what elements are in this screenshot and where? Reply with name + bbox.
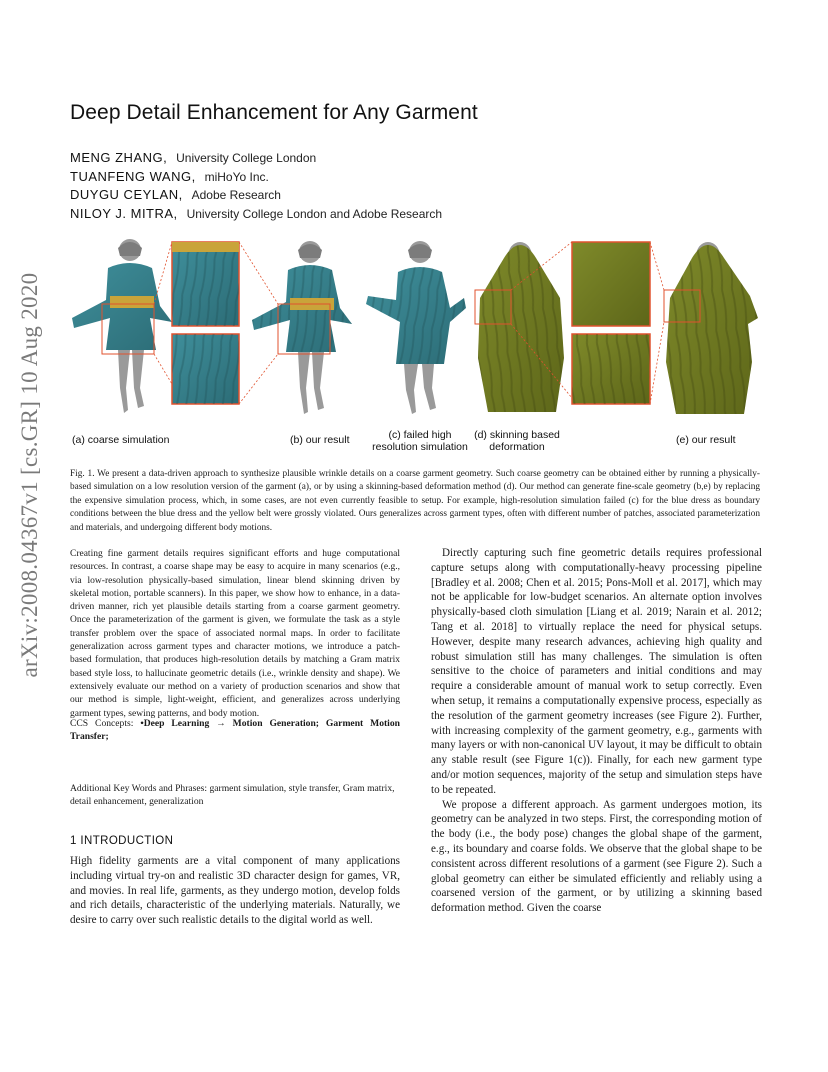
label-a: (a) coarse simulation: [72, 434, 170, 446]
arxiv-stamp-text: arXiv:2008.04367v1 [cs.GR] 10 Aug 2020: [17, 272, 42, 678]
zoom-top-coarse: [172, 242, 239, 326]
figure-a-coarse-simulation: [72, 239, 172, 413]
label-c: [370, 429, 470, 453]
author-name: MENG ZHANG,: [70, 150, 168, 165]
arxiv-stamp: [13, 272, 47, 678]
author-name: DUYGU CEYLAN,: [70, 187, 183, 203]
figure-caption: Fig. 1. We present a data-driven approach to synthesize plausible wrinkle details on a coarse garment geometry. Such coarse geometry can be obtained either by running a physically-based simulation on a low resolution version of the garment (a), or by using a skinning-based deformation method (d). Our method can generate fine-scale geometry (b,e) by replacing the expensive simulation process, which, in some cases, are not even currently feasible to setup. For example, high-resolution simulation failed (c) for the blue dress as boundary conditions between the blue dress and the yellow belt were grossly violated. Ours generalizes across garment types, often with different number of patches, associated parameterization and materials, and undergoing different body motions.: [70, 469, 760, 533]
section-heading: 1 INTRODUCTION: [70, 835, 174, 847]
figure-b-our-result: [252, 241, 352, 414]
author-2: [70, 168, 442, 187]
author-affiliation: miHoYo Inc.: [204, 169, 269, 184]
right-paragraph-1: Directly capturing such fine geometric details requires professional capture setups along with computationally-heavy processing pipeline [Bradley et al. 2008; Chen et al. 2015; Pons-Moll et al. 2017], which may not be applicable for low-budget scenarios. An alternate option involves physically-based cloth simulation [Liang et al. 2019; Narain et al. 2012; Tang et al. 2018] to virtually replace the need for physical setups. However, despite many research advances, achieving high quality and robust simulation still has many challenges. The simulation is often sensitive to the choice of parameters and initial conditions and may require a considerable amount of manual work to setup correctly. Even when setup, it remains a computationally expensive process, especially as the resolution of the garment geometry increases (see Figure 2). Further, with increasing complexity of the garment geometry, e.g., garments with many layers or with non-canonical UV layout, it may be difficult to obtain any stable result (see Figure 1(c)). Finally, for each new garment type and/or motion sequences, majority of the setup and simulation steps have to be repeated.: [431, 547, 762, 796]
author-name: TUANFENG WANG,: [70, 168, 196, 184]
label-e: (e) our result: [676, 434, 736, 446]
label-b: (b) our result: [290, 434, 350, 446]
ccs-prefix: CCS Concepts:: [70, 718, 141, 729]
author-affiliation: Adobe Research: [191, 188, 281, 203]
figure-e-our-result: [664, 242, 758, 414]
abstract: Creating fine garment details requires significant efforts and huge computational resources. In contrast, a coarse shape may be easy to acquire in many scenarios (e.g., via low-resolution physically-based simulation, linear blend skinning driven by skeletal motion, portable scanners). In this paper, we show how to enhance, in a data-driven manner, rich yet plausible details starting from a coarse garment geometry. Once the parameterization of the garment is given, we formulate the task as a style transfer problem over the space of associated normal maps. In order to facilitate generalization across garment types and character motions, we introduce a patch-based formulation, that produces high-resolution details by matching a Gram matrix based style loss, to hallucinate geometric details (i.e., wrinkle density and shape). We extensively evaluate our method on a variety of production scenarios and show that our method is simple, light-weight, efficient, and generalizes across underlying garment types, sewing patterns, and body motion.: [70, 549, 400, 719]
zoom-bottom-enhanced: [572, 334, 650, 404]
author-name: NILOY J. MITRA,: [70, 205, 178, 221]
right-column: [431, 546, 762, 916]
label-c-line1: (c) failed high: [388, 429, 452, 441]
keywords: Additional Key Words and Phrases: garment simulation, style transfer, Gram matrix, detail enhancement, generalization: [70, 783, 395, 808]
intro-paragraph: High fidelity garments are a vital component of many applications including virtual try-on and realistic 3D character design for games, VR, and movies. In real life, garments, as they undergo motion, develop folds and rich details, characteristic of the underlying materials. Naturally, we desire to carry over such realistic details to the digital world as well.: [70, 855, 400, 927]
label-d: [468, 429, 566, 453]
author-3: [70, 186, 442, 205]
author-affiliation: University College London and Adobe Research: [186, 206, 443, 221]
ccs-concepts: [70, 717, 400, 744]
author-list: [70, 149, 442, 223]
figure-d-skinning-deformation: [475, 242, 564, 412]
ccs-bold: •Deep Learning → Motion Generation; Garment Motion Transfer;: [70, 718, 400, 743]
label-c-line2: resolution simulation: [372, 441, 468, 453]
paper-title: Deep Detail Enhancement for Any Garment: [70, 101, 478, 124]
figure-1-illustration: [68, 238, 762, 460]
figure-1: [68, 238, 762, 460]
zoom-bottom-detailed: [172, 334, 239, 404]
right-paragraph-2: We propose a different approach. As garment undergoes motion, its geometry can be analyzed in two steps. First, the corresponding motion of the body (i.e., the body pose) changes the global shape of the garment, e.g., its boundary and coarse folds. We observe that the global shape to be consistent across different resolutions of a garment (see Figure 2). Such a global geometry can either be simulated efficiently and reliably using a coarsened version of the garment, or by utilizing a skinning based deformation method. Given the coarse: [431, 798, 762, 915]
author-1: [70, 149, 442, 168]
author-4: [70, 205, 442, 224]
zoom-top-skinning: [572, 242, 650, 326]
author-affiliation: University College London: [176, 151, 317, 165]
label-d-line1: (d) skinning based: [474, 429, 560, 441]
figure-c-failed-simulation: [366, 241, 466, 414]
label-d-line2: deformation: [489, 441, 545, 453]
